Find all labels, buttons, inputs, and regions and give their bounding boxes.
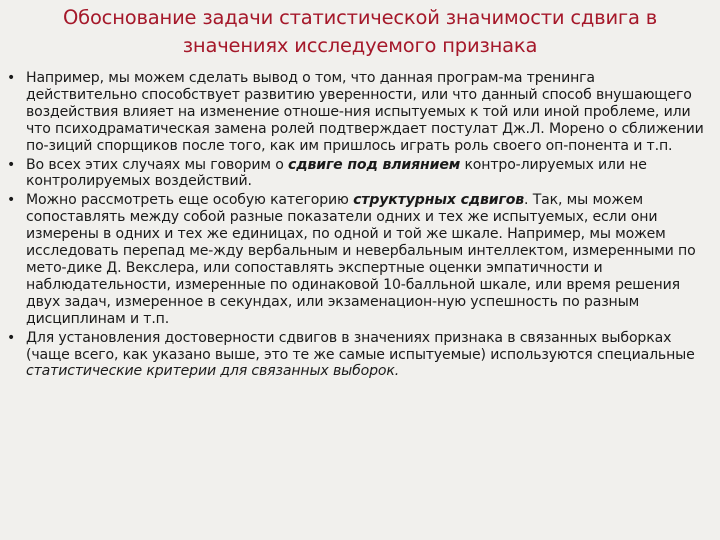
title-line-1: Обоснование задачи статистической значимости сдвига в [62,6,658,29]
bullet-emphasis: структурных сдвигов [353,192,525,209]
bullet-item [7,70,710,155]
bullet-emphasis: сдвиге под влиянием [288,156,461,173]
bullet-item [7,156,710,191]
bullet-text-start: Для установления достоверности сдвигов в значениях признака в связанных выборках (чаще всего, как указано выше, это те же самые испытуемые) используются специальные [26,329,695,363]
bullet-item [7,329,710,381]
slide-title [10,4,710,60]
bullet-dot-icon: • [7,70,16,86]
bullet-text: Например, мы можем сделать вывод о том, что данная програм-ма тренинга действительно способствует развитию уверенности, или что данный способ внушающего воздействия влияет на изменение отноше-ния испытуемых к той или иной проблеме, или что психодраматическая замена ролей подтверждает постулат Дж.Л. Морено о сближении по-зиций спорщиков после того, как им пришлось играть роль своего оп-понента и т.п. [26,70,704,154]
bullet-dot-icon: • [7,192,16,209]
bullet-dot-icon: • [7,156,16,173]
bullet-text-end: контро-лируемых или не контролируемых воздействий. [26,156,647,190]
bullet-item [7,192,710,327]
bullet-text-start: Во всех этих случаях мы говорим о [26,156,289,173]
bullet-dot-icon: • [7,329,16,346]
bullet-text-end: . Так, мы можем сопоставлять между собой разные показатели одних и тех же испытуемых, если они измерены в одних и тех же единицах, по одной и той же шкале. Например, мы можем исследовать перепад ме-жду вербальным и невербальным интеллектом, измеренными по мето-дике Д. Векслера, или сопоставлять экспертные оценки эмпатичности и наблюдательности, измеренные по одинаковой 10-балльной шкале, или время решения двух задач, измеренное в секундах, или экзаменацион-ную успешность по разным дисциплинам и т.п. [26,192,696,327]
bullet-emphasis: статистические критерии для связанных выборок. [26,363,400,380]
bullet-text-start: Можно рассмотреть еще особую категорию [26,192,354,209]
title-line-2: значениях исследуемого признака [182,34,538,57]
slide-body [0,70,720,380]
